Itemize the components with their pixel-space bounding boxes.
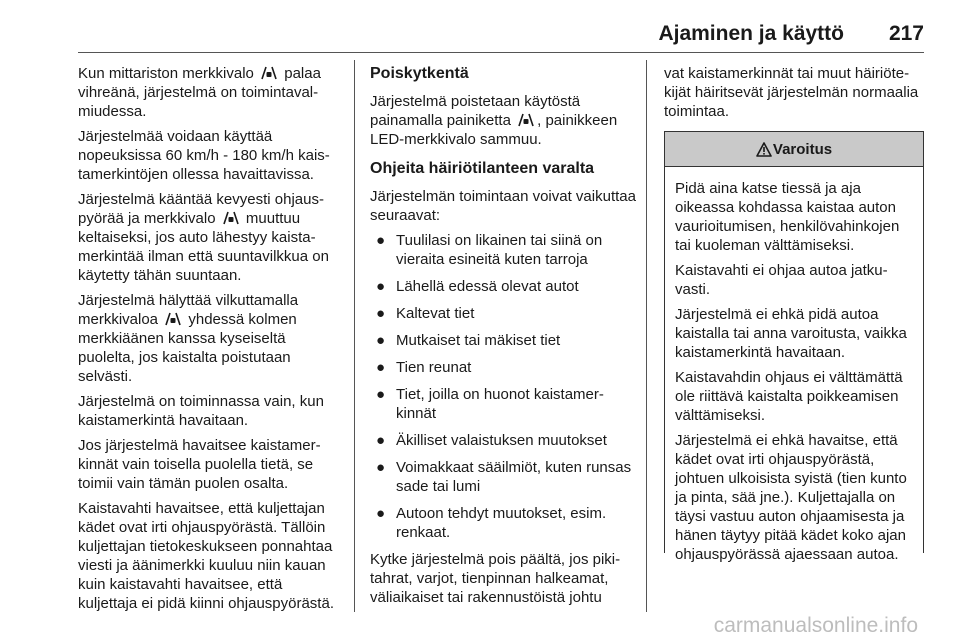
paragraph: Kaistavahti havaitsee, että kuljettajan kädet ovat irti ohjauspyörästä. Tällöin kuljettajan tietokeskukseen ponnahtaa viesti ja äänimerkki kuuluu niin kauan kuin kaistavahti havaitsee, että kuljettaja ei pidä kiinni ohjauspyörästä.	[78, 500, 334, 612]
warning-paragraph: Järjestelmä ei ehkä havaitse, että kädet ovat irti ohjauspyörästä, johtuen ulkoisista syistä (tien kunto ja pinta, sää jne.). Kuljettajalla on täysi vastuu auton ohjaamisesta ja hänen täytyy pitää kädet koko ajan ohjauspyörässä ajaessaan autoa.	[675, 432, 907, 563]
section-title: Ajaminen ja käyttö	[658, 22, 844, 45]
bullet: ●	[376, 432, 386, 449]
list-item: ● Mutkaiset tai mäkiset tiet	[376, 332, 561, 349]
column-1	[78, 64, 342, 619]
list-item: ● Tien reunat	[376, 359, 472, 376]
column-3	[664, 64, 924, 563]
lane-assist-icon	[517, 113, 535, 127]
paragraph: Kun mittariston merkkivalo palaa vihreänä, järjestelmä on toimintavalmiudessa.	[78, 65, 321, 120]
heading-hairiotilanne: Ohjeita häiriötilanteen varalta	[370, 160, 595, 177]
warning-paragraph: Kaistavahdin ohjaus ei välttämättä ole riittävä kaistalta poikkeamisen välttämiseksi.	[675, 369, 903, 424]
column-2	[370, 64, 636, 613]
warning-body	[665, 167, 923, 564]
warning-paragraph: Pidä aina katse tiessä ja aja oikeassa kohdassa kaistaa auton vaurioitumisen, henkilövahinkojen tai kuoleman välttämiseksi.	[675, 180, 900, 254]
warning-triangle-icon	[756, 142, 772, 157]
warning-header	[665, 132, 923, 167]
lane-assist-icon	[260, 66, 278, 80]
heading-poiskytkenta: Poiskytkentä	[370, 65, 469, 82]
list-item: ● Autoon tehdyt muutokset, esim. renkaat.	[376, 505, 607, 541]
disturbance-list	[370, 231, 636, 542]
header-rule	[78, 52, 924, 53]
list-item: ● Tuulilasi on likainen tai siinä on vieraita esineitä kuten tarroja	[376, 232, 603, 268]
bullet: ●	[376, 386, 386, 403]
bullet: ●	[376, 305, 386, 322]
page-header	[78, 22, 924, 44]
paragraph: Järjestelmä poistetaan käytöstä painamalla painiketta , painikkeen LED-merkkivalo sammuu.	[370, 93, 618, 148]
paragraph: vat kaistamerkinnät tai muut häiriötekijät häiritsevät järjestelmän normaalia toimintaa.	[664, 65, 919, 120]
bullet: ●	[376, 505, 386, 522]
lane-assist-icon	[164, 312, 182, 326]
warning-box	[664, 131, 924, 563]
paragraph: Järjestelmää voidaan käyttää nopeuksissa 60 km/h - 180 km/h kaistamerkintöjen ollessa havaittavissa.	[78, 128, 330, 183]
warning-paragraph: Järjestelmä ei ehkä pidä autoa kaistalla tai anna varoitusta, vaikka kaistamerkintä havaitaan.	[675, 306, 907, 361]
warning-paragraph: Kaistavahti ei ohjaa autoa jatkuvasti.	[675, 262, 888, 298]
list-item: ● Kaltevat tiet	[376, 305, 475, 322]
column-divider-1	[354, 60, 355, 612]
paragraph: Kytke järjestelmä pois päältä, jos pikitahrat, varjot, tienpinnan halkeamat, väliaikaiset tai rakennustöistä johtu	[370, 551, 621, 606]
bullet: ●	[376, 232, 386, 249]
list-item: ● Lähellä edessä olevat autot	[376, 278, 579, 295]
paragraph: Järjestelmä hälyttää vilkuttamalla merkkivaloa yhdessä kolmen merkkiäänen kanssa kyseiseltä puolelta, jos kaistalta poistutaan selvästi.	[78, 292, 299, 385]
bullet: ●	[376, 359, 386, 376]
warning-title: Varoitus	[772, 140, 833, 158]
paragraph: Järjestelmän toimintaan voivat vaikuttaa seuraavat:	[370, 188, 636, 224]
column-divider-2	[646, 60, 647, 612]
bullet: ●	[376, 332, 386, 349]
bullet: ●	[376, 278, 386, 295]
paragraph: Järjestelmä kääntää kevyesti ohjauspyörää ja merkkivalo muuttuu keltaiseksi, jos auto lähestyy kaistamerkintää ilman että suuntavilkkua on käytetty tähän suuntaan.	[78, 191, 329, 284]
paragraph: Järjestelmä on toiminnassa vain, kun kaistamerkintä havaitaan.	[78, 393, 324, 429]
list-item: ● Tiet, joilla on huonot kaistamerkinnät	[376, 386, 604, 422]
lane-assist-icon	[222, 211, 240, 225]
list-item: ● Äkilliset valaistuksen muutokset	[376, 432, 607, 449]
list-item: ● Voimakkaat sääilmiöt, kuten runsas sade tai lumi	[376, 459, 632, 495]
bullet: ●	[376, 459, 386, 476]
watermark: carmanualsonline.info	[713, 614, 918, 637]
paragraph: Jos järjestelmä havaitsee kaistamerkinnät vain toisella puolella tietä, se toimii vain tämän puolen osalta.	[78, 437, 321, 492]
page-number: 217	[888, 22, 924, 45]
